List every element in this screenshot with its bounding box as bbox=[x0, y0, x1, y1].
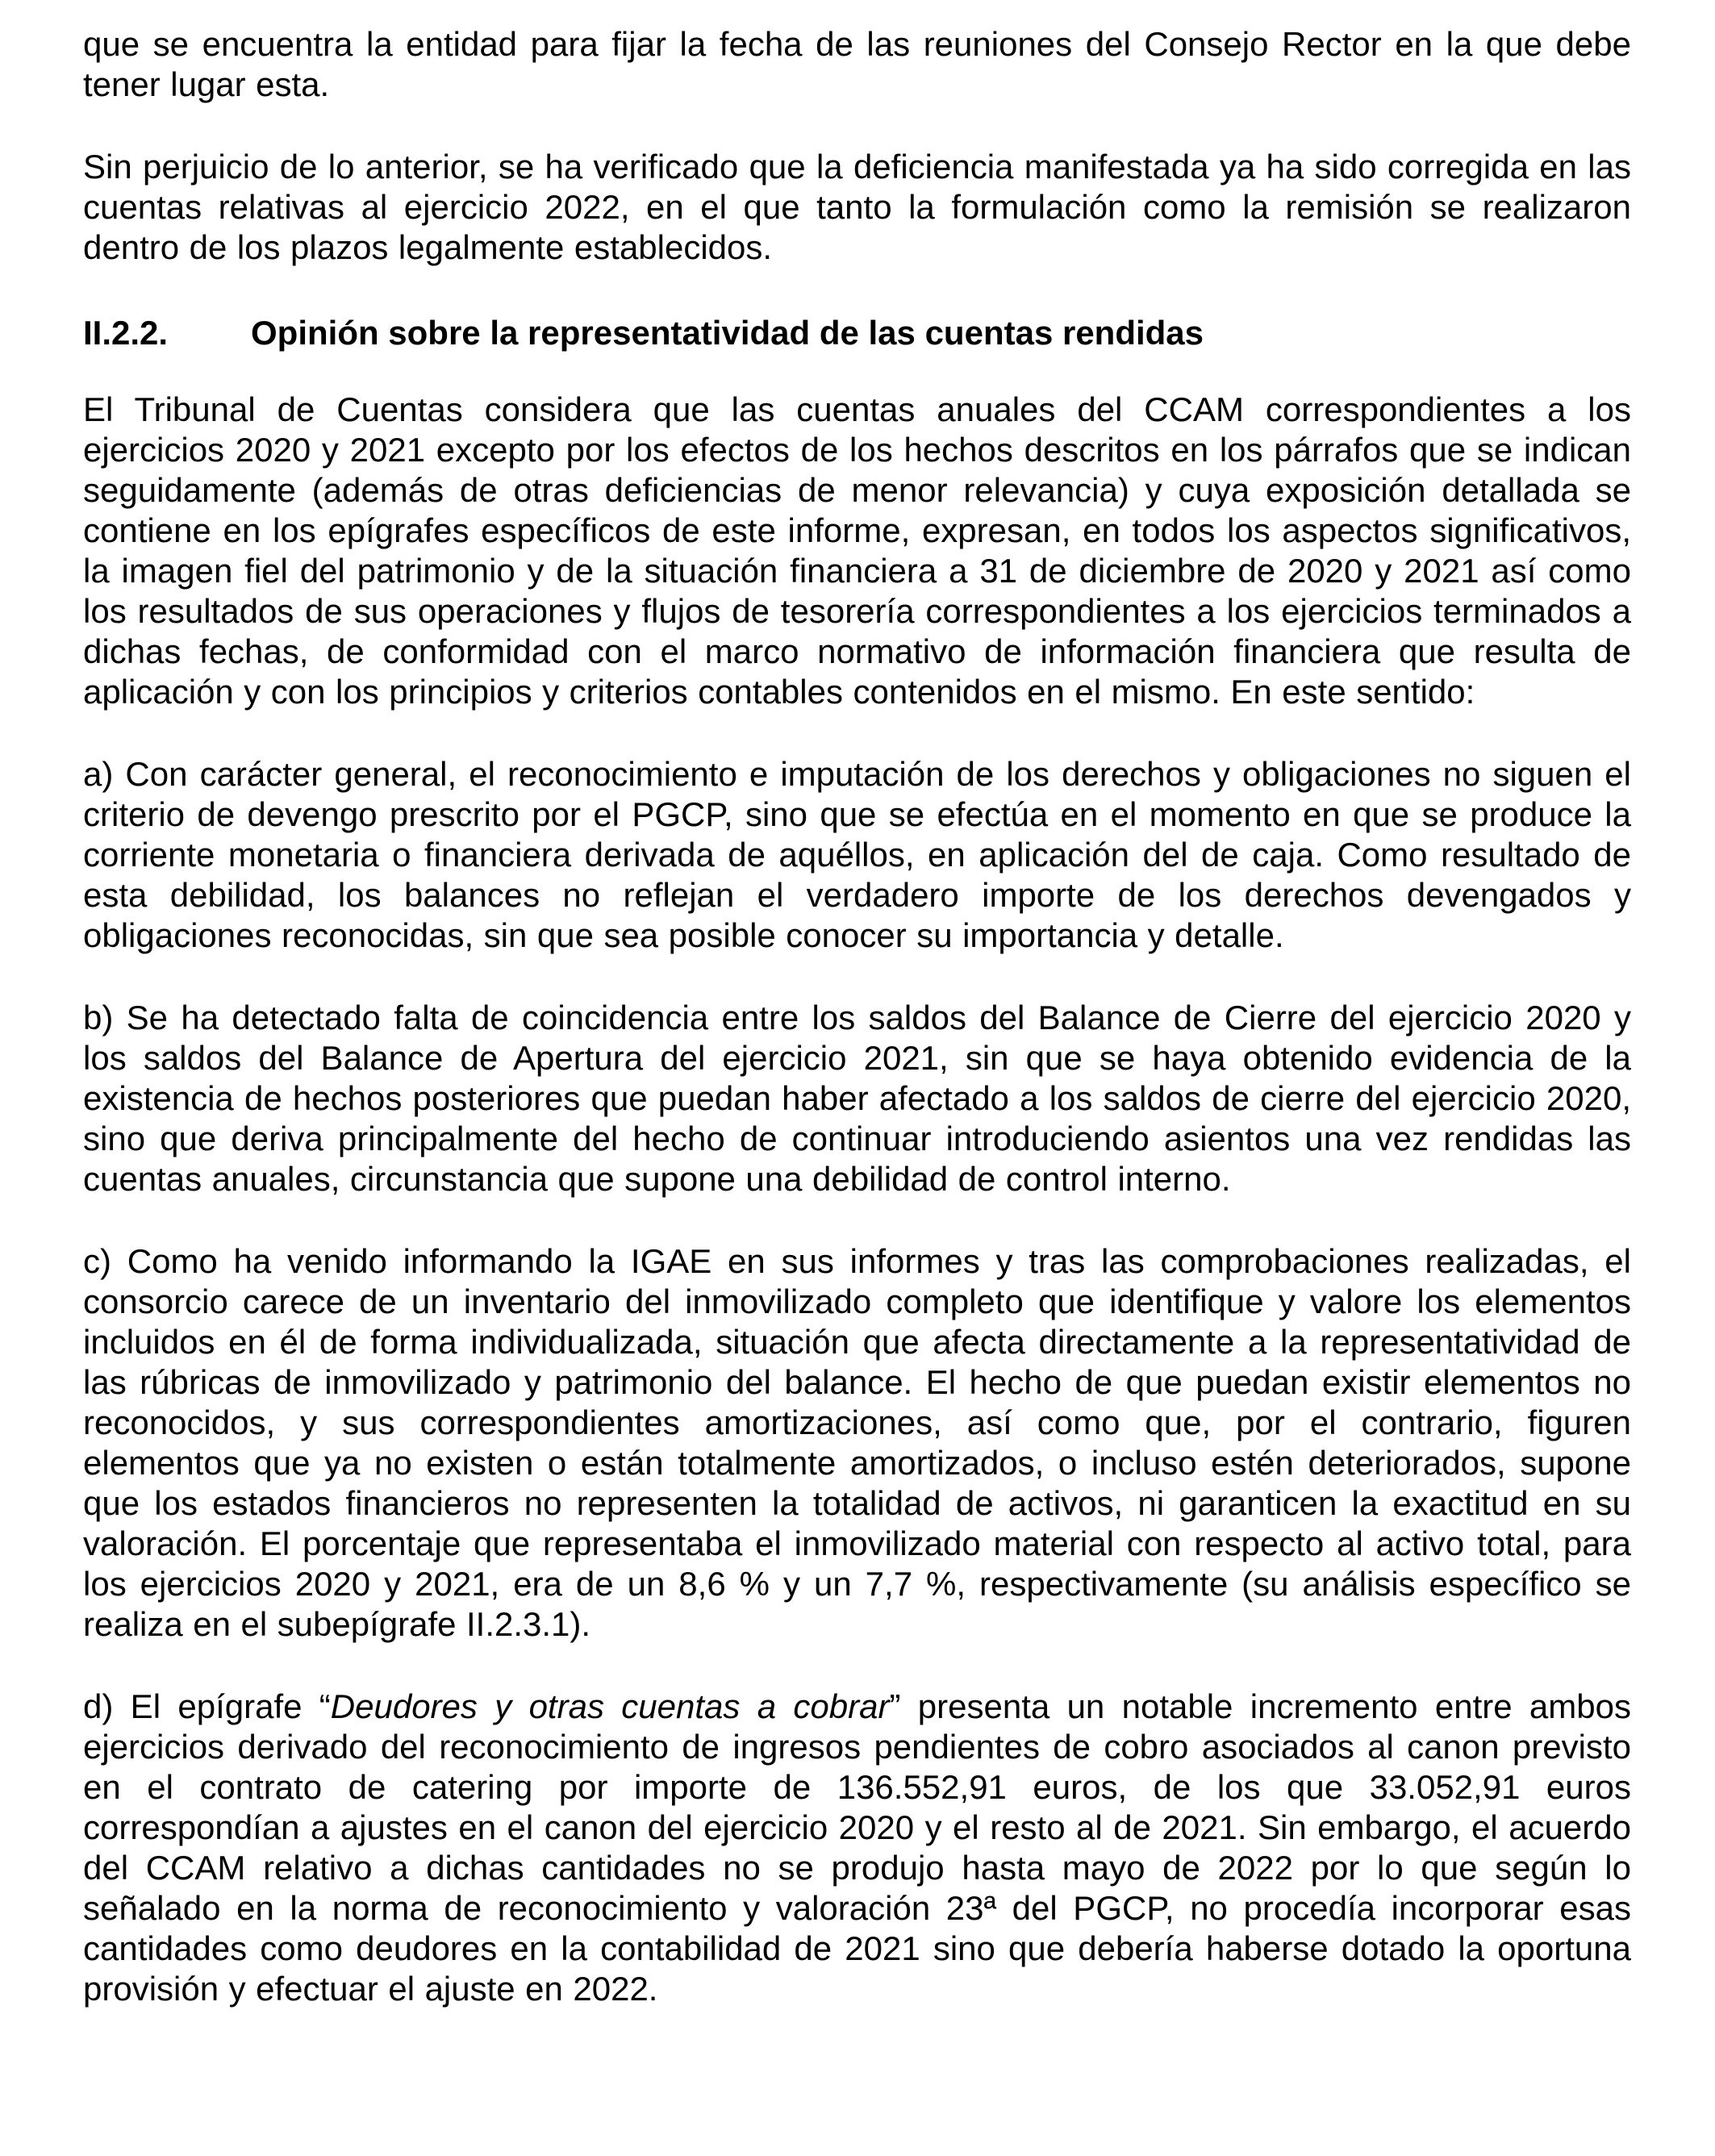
paragraph-opinion: El Tribunal de Cuentas considera que las cuentas anuales del CCAM correspondientes a los ejercicios 2020 y 2021 excepto por los efectos de los hechos descritos en los párrafos que se indican seguidamente (además de otras deficiencias de menor relevancia) y cuya exposición detallada se contiene en los epígrafes específicos de este informe, expresan, en todos los aspectos significativos, la imagen fiel del patrimonio y de la situación financiera a 31 de diciembre de 2020 y 2021 así como los resultados de sus operaciones y flujos de tesorería correspondientes a los ejercicios terminados a dichas fechas, de conformidad con el marco normativo de información financiera que resulta de aplicación y con los principios y criterios contables contenidos en el mismo. En este sentido: bbox=[83, 390, 1631, 711]
section-heading bbox=[83, 313, 1631, 353]
finding-item-d-body: ” presenta un notable incremento entre ambos ejercicios derivado del reconocimiento de ingresos pendientes de cobro asociados al canon previsto en el contrato de catering por importe de 136.552,91 euros, de los que 33.052,91 euros correspondían a ajustes en el canon del ejercicio 2020 y el resto al de 2021. Sin embargo, el acuerdo del CCAM relativo a dichas cantidades no se produjo hasta mayo de 2022 por lo que según lo señalado en la norma de reconocimiento y valoración 23ª del PGCP, no procedía incorporar esas cantidades como deudores en la contabilidad de 2021 sino que debería haberse dotado la oportuna provisión y efectuar el ajuste en 2022. bbox=[83, 1687, 1631, 2008]
section-heading-title: Opinión sobre la representatividad de las cuentas rendidas bbox=[251, 314, 1204, 352]
finding-item-b: b) Se ha detectado falta de coincidencia entre los saldos del Balance de Cierre del ejercicio 2020 y los saldos del Balance de Apertura del ejercicio 2021, sin que se haya obtenido evidencia de la existencia de hechos posteriores que puedan haber afectado a los saldos de cierre del ejercicio 2020, sino que deriva principalmente del hecho de continuar introduciendo asientos una vez rendidas las cuentas anuales, circunstancia que supone una debilidad de control interno. bbox=[83, 999, 1631, 1198]
paragraph-intro-continuation: que se encuentra la entidad para fijar la fecha de las reuniones del Consejo Rector en la que debe tener lugar esta. bbox=[83, 25, 1631, 103]
finding-item-c: c) Como ha venido informando la IGAE en sus informes y tras las comprobaciones realizadas, el consorcio carece de un inventario del inmovilizado completo que identifique y valore los elementos incluidos en él de forma individualizada, situación que afecta directamente a la representatividad de las rúbricas de inmovilizado y patrimonio del balance. El hecho de que puedan existir elementos no reconocidos, y sus correspondientes amortizaciones, así como que, por el contrario, figuren elementos que ya no existen o están totalmente amortizados, o incluso estén deteriorados, supone que los estados financieros no representen la totalidad de activos, ni garanticen la exactitud en su valoración. El porcentaje que representaba el inmovilizado material con respecto al activo total, para los ejercicios 2020 y 2021, era de un 8,6 % y un 7,7 %, respectivamente (su análisis específico se realiza en el subepígrafe II.2.3.1). bbox=[83, 1242, 1631, 1643]
paragraph-deficiency-corrected: Sin perjuicio de lo anterior, se ha verificado que la deficiencia manifestada ya ha sido corregida en las cuentas relativas al ejercicio 2022, en el que tanto la formulación como la remisión se realizaron dentro de los plazos legalmente establecidos. bbox=[83, 148, 1631, 266]
finding-item-d-lead: d) El epígrafe “ bbox=[83, 1687, 331, 1725]
section-heading-number: II.2.2. bbox=[83, 314, 169, 352]
finding-item-d bbox=[83, 1687, 1631, 2009]
finding-item-d-epigraph-title: Deudores y otras cuentas a cobrar bbox=[330, 1687, 890, 1725]
finding-item-a: a) Con carácter general, el reconocimiento e imputación de los derechos y obligaciones no siguen el criterio de devengo prescrito por el PGCP, sino que se efectúa en el momento en que se produce la corriente monetaria o financiera derivada de aquéllos, en aplicación del de caja. Como resultado de esta debilidad, los balances no reflejan el verdadero importe de los derechos devengados y obligaciones reconocidas, sin que sea posible conocer su importancia y detalle. bbox=[83, 755, 1631, 954]
